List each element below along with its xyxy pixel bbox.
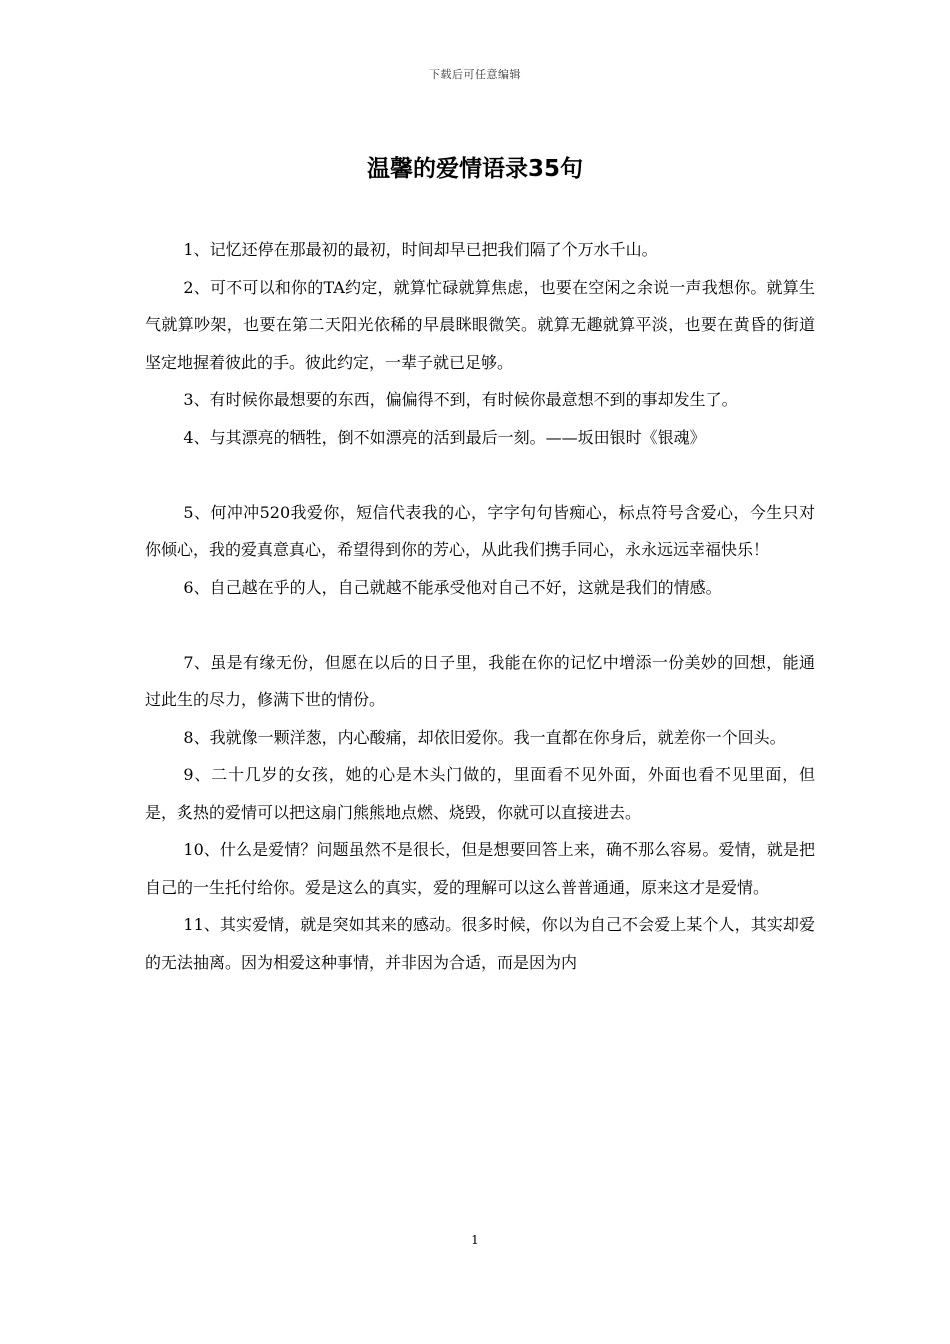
- paragraph-8: 8、我就像一颗洋葱，内心酸痛，却依旧爱你。我一直都在你身后，就差你一个回头。: [183, 727, 786, 747]
- paragraph-3: 3、有时候你最想要的东西，偏偏得不到，有时候你最意想不到的事却发生了。: [183, 390, 738, 409]
- paragraph-6: 6、自己越在乎的人，自己就越不能承受他对自己不好，这就是我们的情感。: [183, 577, 722, 597]
- paragraph-4: 4、与其漂亮的牺牲，倒不如漂亮的活到最后一刻。——坂田银时《银魂》: [183, 427, 706, 447]
- paragraph-1: 1、记忆还停在那最初的最初，时间却早已把我们隔了个万水千山。: [183, 240, 658, 259]
- paragraph-5: 5、何冲冲520我爱你，短信代表我的心，字字句句皆痴心，标点符号含爱心，今生只对你倾心，我的爱真意真心，希望得到你的芳心，从此我们携手同心，永永远远幸福快乐！: [145, 502, 815, 559]
- document-body: [145, 231, 815, 981]
- paragraph-7: 7、虽是有缘无份，但愿在以后的日子里，我能在你的记忆中增添一份美妙的回想，能通过此生的尽力，修满下世的情份。: [145, 652, 815, 709]
- document-title: 温馨的爱情语录35句: [366, 156, 583, 182]
- paragraph-10: 10、什么是爱情？问题虽然不是很长，但是想要回答上来，确不那么容易。爱情，就是把自己的一生托付给你。爱是这么的真实，爱的理解可以这么普普通通，原来这才是爱情。: [145, 840, 815, 897]
- page-header-note: 下载后可任意编辑: [429, 68, 521, 81]
- paragraph-11: 11、其实爱情，就是突如其来的感动。很多时候，你以为自己不会爱上某个人，其实却爱的无法抽离。因为相爱这种事情，并非因为合适，而是因为内: [145, 915, 815, 972]
- paragraph-2: 2、可不可以和你的TA约定，就算忙碌就算焦虑，也要在空闲之余说一声我想你。就算生气就算吵架，也要在第二天阳光依稀的早晨眯眼微笑。就算无趣就算平淡，也要在黄昏的街道坚定地握着彼此的手。彼此约定，一辈子就已足够。: [145, 277, 815, 372]
- page-number: 1: [471, 1233, 479, 1247]
- paragraph-9: 9、二十几岁的女孩，她的心是木头门做的，里面看不见外面，外面也看不见里面，但是，炙热的爱情可以把这扇门熊熊地点燃、烧毁，你就可以直接进去。: [145, 765, 815, 822]
